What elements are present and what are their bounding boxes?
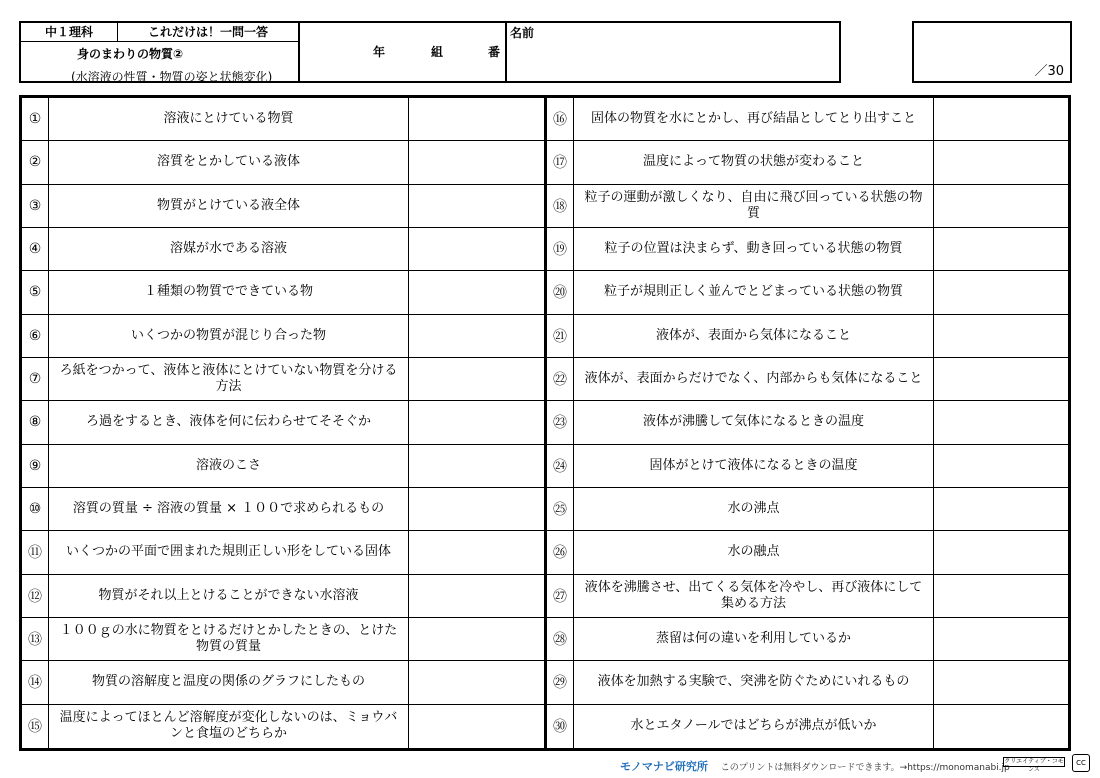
table-row: [547, 618, 1068, 661]
answer-cell[interactable]: [934, 661, 1068, 703]
table-row: [547, 575, 1068, 618]
question-number: ⑮: [22, 705, 49, 748]
answer-cell[interactable]: [934, 531, 1068, 573]
question-number: ㉚: [547, 705, 574, 748]
answer-cell[interactable]: [409, 575, 544, 617]
answer-cell[interactable]: [934, 228, 1068, 270]
question-text: １００ｇの水に物質をとけるだけとかしたときの、とけた物質の質量: [49, 618, 409, 660]
table-row: [22, 445, 544, 488]
answer-cell[interactable]: [409, 661, 544, 703]
question-text: 固体の物質を水にとかし、再び結晶としてとり出すこと: [574, 98, 934, 140]
question-number: ⑲: [547, 228, 574, 270]
question-number: ⑩: [22, 488, 49, 530]
table-row: [22, 618, 544, 661]
answer-cell[interactable]: [409, 141, 544, 183]
answer-cell[interactable]: [934, 705, 1068, 748]
table-row: [22, 315, 544, 358]
table-row: [22, 575, 544, 618]
answer-cell[interactable]: [934, 141, 1068, 183]
answer-cell[interactable]: [409, 618, 544, 660]
question-number: ⑯: [547, 98, 574, 140]
table-row: [22, 705, 544, 748]
table-row: [547, 445, 1068, 488]
score-box[interactable]: [912, 21, 1072, 83]
question-number: ⑭: [22, 661, 49, 703]
answer-cell[interactable]: [409, 531, 544, 573]
question-number: ①: [22, 98, 49, 140]
year-label: 年: [373, 45, 386, 59]
class-fields[interactable]: [301, 43, 506, 59]
answer-cell[interactable]: [409, 401, 544, 443]
question-text: 温度によってほとんど溶解度が変化しないのは、ミョウバンと食塩のどちらか: [49, 705, 409, 748]
brand-logo: モノマナビ研究所: [620, 760, 708, 773]
table-row: [22, 228, 544, 271]
table-row: [547, 228, 1068, 271]
question-number: ②: [22, 141, 49, 183]
table-row: [547, 98, 1068, 141]
number-label: 番: [488, 45, 501, 59]
answer-cell[interactable]: [409, 98, 544, 140]
question-text: 溶液のこさ: [49, 445, 409, 487]
question-number: ⑧: [22, 401, 49, 443]
score-total: ／30: [1034, 64, 1064, 79]
table-row: [547, 401, 1068, 444]
question-number: ㉙: [547, 661, 574, 703]
answer-cell[interactable]: [934, 575, 1068, 617]
question-text: 温度によって物質の状態が変わること: [574, 141, 934, 183]
table-row: [22, 358, 544, 401]
question-number: ㉘: [547, 618, 574, 660]
question-text: 溶媒が水である溶液: [49, 228, 409, 270]
question-number: ⑦: [22, 358, 49, 400]
cc-icon: CC: [1072, 754, 1090, 772]
question-number: ㉕: [547, 488, 574, 530]
question-text: 物質がそれ以上とけることができない水溶液: [49, 575, 409, 617]
question-text: 液体が、表面から気体になること: [574, 315, 934, 357]
question-number: ㉑: [547, 315, 574, 357]
question-number: ㉖: [547, 531, 574, 573]
name-field-label: 名前: [510, 26, 535, 40]
question-text: 溶質をとかしている液体: [49, 141, 409, 183]
answer-cell[interactable]: [409, 271, 544, 313]
table-row: [547, 661, 1068, 704]
answer-cell[interactable]: [934, 445, 1068, 487]
question-number: ⑬: [22, 618, 49, 660]
question-number: ㉓: [547, 401, 574, 443]
answer-cell[interactable]: [409, 185, 544, 227]
table-row: [547, 141, 1068, 184]
question-text: 溶質の質量 ÷ 溶液の質量 × １００で求められるもの: [49, 488, 409, 530]
page-title: 身のまわりの物質②: [77, 47, 184, 61]
table-row: [22, 98, 544, 141]
answer-cell[interactable]: [409, 488, 544, 530]
question-text: 物質の溶解度と温度の関係のグラフにしたもの: [49, 661, 409, 703]
table-row: [22, 488, 544, 531]
table-row: [22, 141, 544, 184]
question-number: ⑱: [547, 185, 574, 227]
question-number: ⑨: [22, 445, 49, 487]
table-row: [547, 271, 1068, 314]
question-text: 粒子の運動が激しくなり、自由に飛び回っている状態の物質: [574, 185, 934, 227]
header-divider: [298, 23, 300, 81]
answer-cell[interactable]: [409, 445, 544, 487]
question-text: いくつかの平面で囲まれた規則正しい形をしている固体: [49, 531, 409, 573]
question-number: ㉔: [547, 445, 574, 487]
answer-cell[interactable]: [934, 315, 1068, 357]
answer-cell[interactable]: [934, 401, 1068, 443]
question-number: ㉒: [547, 358, 574, 400]
question-text: 蒸留は何の違いを利用しているか: [574, 618, 934, 660]
question-text: 液体を沸騰させ、出てくる気体を冷やし、再び液体にして集める方法: [574, 575, 934, 617]
table-row: [22, 661, 544, 704]
question-number: ⑫: [22, 575, 49, 617]
question-number: ⑳: [547, 271, 574, 313]
question-text: １種類の物質でできている物: [49, 271, 409, 313]
question-text: 液体が、表面からだけでなく、内部からも気体になること: [574, 358, 934, 400]
question-text: 水の沸点: [574, 488, 934, 530]
table-row: [547, 488, 1068, 531]
question-text: ろ紙をつかって、液体と液体にとけていない物質を分ける方法: [49, 358, 409, 400]
table-row: [547, 705, 1068, 748]
question-number: ⑤: [22, 271, 49, 313]
answer-cell[interactable]: [934, 271, 1068, 313]
question-text: 液体が沸騰して気体になるときの温度: [574, 401, 934, 443]
question-number: ③: [22, 185, 49, 227]
table-row: [22, 531, 544, 574]
footer-note: このプリントは無料ダウンロードできます。→https://monomanabi.jp: [720, 763, 1010, 773]
question-number: ⑰: [547, 141, 574, 183]
footer: [620, 758, 1010, 774]
series-label: これだけは！一問一答: [118, 23, 298, 42]
question-number: ④: [22, 228, 49, 270]
table-row: [547, 185, 1068, 228]
answer-cell[interactable]: [934, 618, 1068, 660]
table-row: [547, 358, 1068, 401]
question-text: 水の融点: [574, 531, 934, 573]
page-subtitle: (水溶液の性質・物質の姿と状態変化): [71, 70, 273, 84]
answer-cell[interactable]: [409, 358, 544, 400]
class-label: 組: [431, 45, 444, 59]
question-text: 物質がとけている液全体: [49, 185, 409, 227]
table-row: [547, 315, 1068, 358]
answer-cell[interactable]: [934, 358, 1068, 400]
answer-cell[interactable]: [934, 185, 1068, 227]
question-text: いくつかの物質が混じり合った物: [49, 315, 409, 357]
license-badge: クリエイティブ・コモンズ: [1004, 758, 1064, 773]
answer-cell[interactable]: [409, 705, 544, 748]
answer-cell[interactable]: [934, 98, 1068, 140]
table-row: [22, 401, 544, 444]
question-text: 水とエタノールではどちらが沸点が低いか: [574, 705, 934, 748]
question-text: 粒子が規則正しく並んでとどまっている状態の物質: [574, 271, 934, 313]
grade-label: 中１理科: [21, 23, 118, 42]
table-row: [22, 271, 544, 314]
table-row: [547, 531, 1068, 574]
answer-cell[interactable]: [409, 315, 544, 357]
answer-cell[interactable]: [409, 228, 544, 270]
header-divider: [505, 23, 507, 81]
question-text: 溶液にとけている物質: [49, 98, 409, 140]
question-number: ⑪: [22, 531, 49, 573]
question-text: 粒子の位置は決まらず、動き回っている状態の物質: [574, 228, 934, 270]
answer-cell[interactable]: [934, 488, 1068, 530]
question-text: 固体がとけて液体になるときの温度: [574, 445, 934, 487]
table-row: [22, 185, 544, 228]
question-text: 液体を加熱する実験で、突沸を防ぐためにいれるもの: [574, 661, 934, 703]
question-number: ⑥: [22, 315, 49, 357]
question-number: ㉗: [547, 575, 574, 617]
worksheet-header: [19, 21, 841, 83]
question-table: [19, 95, 1071, 751]
question-text: ろ過をするとき、液体を何に伝わらせてそそぐか: [49, 401, 409, 443]
